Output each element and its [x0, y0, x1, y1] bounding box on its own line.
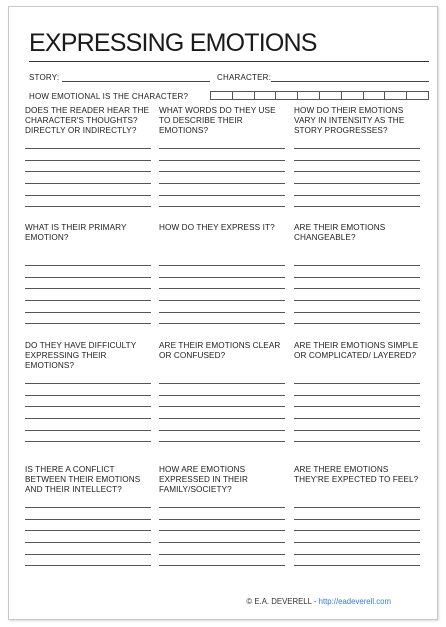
question-text: DO THEY HAVE DIFFICULTY EXPRESSING THEIR EMOTIONS? — [25, 341, 137, 371]
answer-line[interactable] — [159, 206, 285, 207]
scale-box-2[interactable] — [233, 92, 255, 99]
answer-line[interactable] — [294, 530, 420, 531]
answer-line[interactable] — [294, 312, 420, 313]
answer-line[interactable] — [294, 565, 420, 566]
answer-line[interactable] — [294, 206, 420, 207]
answer-line[interactable] — [159, 383, 285, 384]
question-block — [25, 341, 153, 453]
scale-box-4[interactable] — [276, 92, 298, 99]
question-text: HOW DO THEIR EMOTIONS VARY IN INTENSITY AS THE STORY PROGRESSES? — [294, 106, 405, 136]
answer-line[interactable] — [294, 383, 420, 384]
answer-line[interactable] — [294, 277, 420, 278]
answer-line[interactable] — [294, 507, 420, 508]
scale-box-9[interactable] — [385, 92, 407, 99]
answer-line[interactable] — [25, 519, 151, 520]
answer-line[interactable] — [25, 171, 151, 172]
question-block — [294, 465, 422, 577]
question-text: IS THERE A CONFLICT BETWEEN THEIR EMOTIONS AND THEIR INTELLECT? — [25, 465, 141, 495]
question-block — [159, 223, 287, 335]
scale-box-8[interactable] — [364, 92, 386, 99]
question-text: DOES THE READER HEAR THE CHARACTER'S THOUGHTS? DIRECTLY OR INDIRECTLY? — [25, 106, 150, 136]
question-block — [159, 341, 287, 453]
answer-line[interactable] — [159, 171, 285, 172]
answer-line[interactable] — [159, 441, 285, 442]
emotional-scale — [210, 91, 429, 100]
answer-line[interactable] — [159, 507, 285, 508]
answer-line[interactable] — [294, 288, 420, 289]
question-text: ARE THEIR EMOTIONS CHANGEABLE? — [294, 223, 386, 243]
answer-line[interactable] — [294, 183, 420, 184]
answer-line[interactable] — [25, 183, 151, 184]
answer-line[interactable] — [294, 430, 420, 431]
answer-line[interactable] — [294, 160, 420, 161]
footer-credit — [246, 597, 391, 606]
question-block — [159, 465, 287, 577]
answer-line[interactable] — [294, 171, 420, 172]
scale-box-6[interactable] — [320, 92, 342, 99]
scale-box-10[interactable] — [407, 92, 428, 99]
answer-line[interactable] — [25, 507, 151, 508]
question-block — [294, 341, 422, 453]
question-text: WHAT WORDS DO THEY USE TO DESCRIBE THEIR EMOTIONS? — [159, 106, 276, 136]
scale-box-5[interactable] — [298, 92, 320, 99]
answer-line[interactable] — [25, 554, 151, 555]
answer-line[interactable] — [25, 530, 151, 531]
question-text: ARE THEIR EMOTIONS CLEAR OR CONFUSED? — [159, 341, 281, 361]
title-rule — [29, 61, 429, 62]
answer-line[interactable] — [159, 323, 285, 324]
answer-line[interactable] — [294, 265, 420, 266]
answer-line[interactable] — [159, 530, 285, 531]
answer-line[interactable] — [294, 148, 420, 149]
question-block — [294, 106, 422, 218]
answer-line[interactable] — [25, 265, 151, 266]
answer-line[interactable] — [294, 418, 420, 419]
answer-line[interactable] — [25, 277, 151, 278]
answer-line[interactable] — [159, 183, 285, 184]
answer-line[interactable] — [294, 395, 420, 396]
answer-line[interactable] — [25, 206, 151, 207]
answer-line[interactable] — [294, 519, 420, 520]
answer-line[interactable] — [25, 288, 151, 289]
answer-line[interactable] — [159, 542, 285, 543]
answer-line[interactable] — [159, 430, 285, 431]
answer-line[interactable] — [25, 418, 151, 419]
answer-line[interactable] — [294, 554, 420, 555]
scale-box-7[interactable] — [342, 92, 364, 99]
answer-line[interactable] — [25, 395, 151, 396]
answer-line[interactable] — [294, 542, 420, 543]
question-block — [294, 223, 422, 335]
answer-line[interactable] — [159, 395, 285, 396]
emotional-scale-label: HOW EMOTIONAL IS THE CHARACTER? — [29, 92, 189, 101]
worksheet-page — [8, 6, 438, 620]
answer-line[interactable] — [159, 195, 285, 196]
story-label: STORY: — [29, 73, 60, 82]
question-text: HOW ARE EMOTIONS EXPRESSED IN THEIR FAMILY/SOCIETY? — [159, 465, 249, 495]
answer-line[interactable] — [159, 554, 285, 555]
answer-line[interactable] — [159, 300, 285, 301]
page-title: EXPRESSING EMOTIONS — [29, 29, 317, 57]
answer-line[interactable] — [294, 323, 420, 324]
answer-line[interactable] — [159, 519, 285, 520]
answer-line[interactable] — [159, 160, 285, 161]
question-block — [25, 223, 153, 335]
question-block — [25, 465, 153, 577]
question-block — [25, 106, 153, 218]
answer-line[interactable] — [294, 300, 420, 301]
answer-line[interactable] — [159, 277, 285, 278]
answer-line[interactable] — [25, 312, 151, 313]
answer-line[interactable] — [25, 542, 151, 543]
question-text: HOW DO THEY EXPRESS IT? — [159, 223, 275, 232]
answer-line[interactable] — [159, 406, 285, 407]
answer-line[interactable] — [25, 300, 151, 301]
answer-line[interactable] — [159, 265, 285, 266]
answer-line[interactable] — [294, 406, 420, 407]
answer-line[interactable] — [25, 195, 151, 196]
answer-line[interactable] — [159, 148, 285, 149]
answer-line[interactable] — [159, 312, 285, 313]
answer-line[interactable] — [25, 148, 151, 149]
character-input-line[interactable] — [271, 81, 429, 82]
scale-box-1[interactable] — [211, 92, 233, 99]
question-text: WHAT IS THEIR PRIMARY EMOTION? — [25, 223, 127, 243]
answer-line[interactable] — [159, 288, 285, 289]
story-input-line[interactable] — [62, 81, 210, 82]
scale-box-3[interactable] — [255, 92, 277, 99]
character-label: CHARACTER: — [217, 73, 272, 82]
answer-line[interactable] — [25, 430, 151, 431]
answer-line[interactable] — [159, 565, 285, 566]
question-text: ARE THEIR EMOTIONS SIMPLE OR COMPLICATED/ LAYERED? — [294, 341, 419, 361]
question-block — [159, 106, 287, 218]
answer-line[interactable] — [25, 565, 151, 566]
answer-line[interactable] — [159, 418, 285, 419]
question-text: ARE THERE EMOTIONS THEY'RE EXPECTED TO FEEL? — [294, 465, 419, 485]
copyright-text: © E.A. DEVERELL - — [246, 597, 319, 606]
answer-line[interactable] — [25, 323, 151, 324]
answer-line[interactable] — [25, 160, 151, 161]
answer-line[interactable] — [294, 195, 420, 196]
website-link[interactable]: http://eadeverell.com — [318, 597, 391, 606]
answer-line[interactable] — [294, 441, 420, 442]
answer-line[interactable] — [25, 441, 151, 442]
answer-line[interactable] — [25, 383, 151, 384]
answer-line[interactable] — [25, 406, 151, 407]
